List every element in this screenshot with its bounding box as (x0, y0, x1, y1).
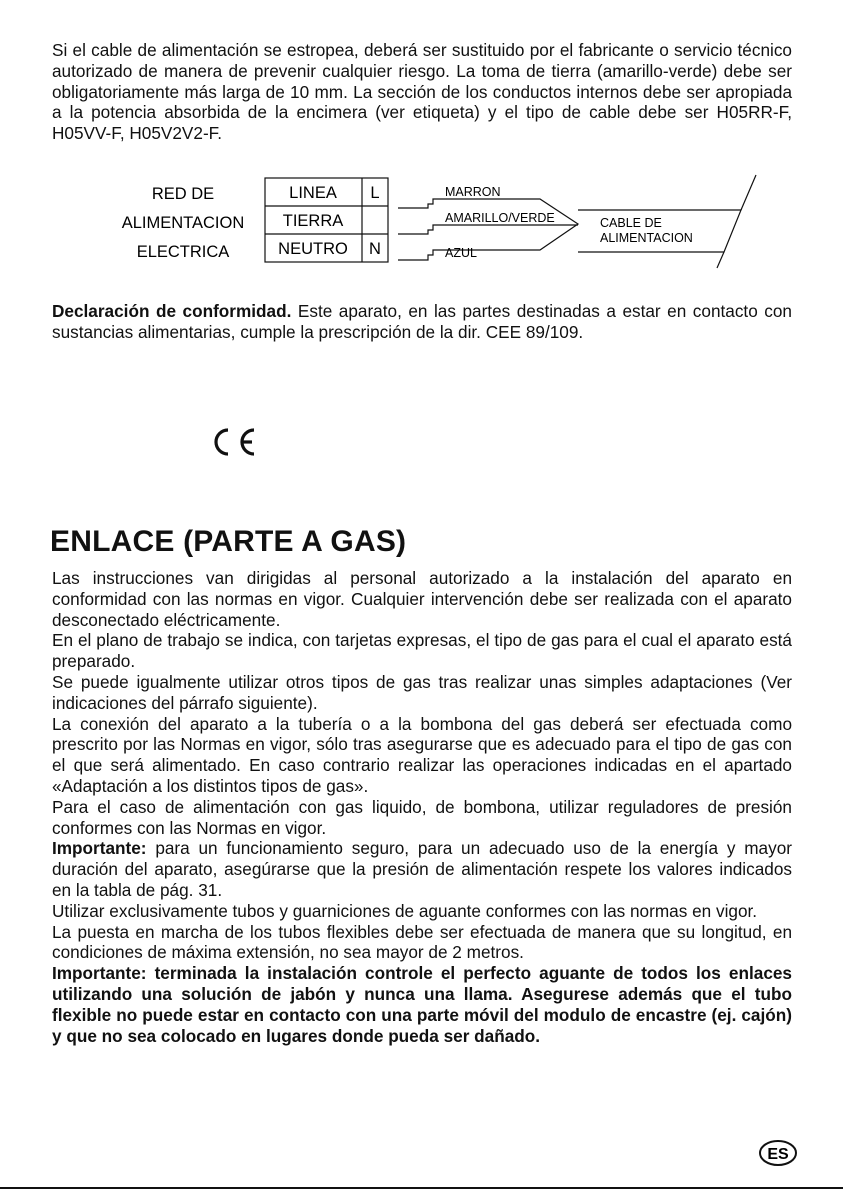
footer-rule (0, 1187, 843, 1189)
supply-label-line-1: RED DE (151, 185, 215, 203)
cable-label-line-2: ALIMENTACION (600, 231, 693, 245)
language-badge (758, 1139, 800, 1169)
gas-paragraph-8: La puesta en marcha de los tubos flexibles debe ser efectuada de manera que su longitud, en condiciones de máxima extensión, no sea mayor de 2 metros. (52, 921, 792, 963)
terminal-neutral-label: NEUTRO (278, 240, 348, 258)
gas-paragraph-2: En el plano de trabajo se indica, con tarjetas expresas, el tipo de gas para el cual el aparato está preparado. (52, 630, 792, 672)
gas-paragraph-5: Para el caso de alimentación con gas liquido, de bombona, utilizar reguladores de presión conformes con las Normas en vigor. (52, 796, 792, 838)
supply-label-line-2: ALIMENTACION (121, 214, 245, 232)
gas-connection-heading: ENLACE (PARTE A GAS) (50, 525, 407, 558)
wire-blue-label: AZUL (445, 246, 477, 260)
important-text: para un funcionamiento seguro, para un adecuado uso de la energía y mayor duración del aparato, asegúrarse que la presión de alimentación respete los valores indicados en la tabla de pág. 31. (52, 838, 792, 900)
gas-paragraph-3: Se puede igualmente utilizar otros tipos de gas tras realizar unas simples adaptaciones (Ver indicaciones del párrafo siguiente). (52, 671, 792, 713)
terminal-line-label: LINEA (289, 184, 337, 202)
terminal-line-symbol: L (370, 184, 380, 202)
wire-paths (398, 199, 578, 260)
supply-label-line-3: ELECTRICA (136, 243, 230, 261)
declaration-title: Declaración de conformidad. (52, 301, 292, 321)
declaration-text: Este aparato, en las partes destinadas a estar en contacto con sustancias alimentarias, cumple la prescripción de la dir. CEE 89/109. (52, 301, 792, 342)
wire-yellow-green-label: AMARILLO/VERDE (445, 211, 555, 225)
important-label: Importante: (52, 838, 147, 859)
cable-replacement-paragraph: Si el cable de alimentación se estropea, deberá ser sustituido por el fabricante o servicio técnico autorizado de manera de prevenir cualquier riesgo. La toma de tierra (amarillo-verde) debe ser obligatoriamente más larga de 10 mm. La sección de los conductos internos debe ser apropiada a la potencia absorbida de la encimera (ver etiqueta) y el tipo de cable debe ser H05RR-F, H05VV-F, H05V2V2-F. (52, 40, 792, 144)
wiring-diagram (100, 172, 760, 272)
gas-paragraph-4: La conexión del aparato a la tubería o a la bombona del gas deberá ser efectuada como prescrito por las Normas en vigor, sólo tras asegurarse que es adecuado para el tipo de gas con el que será alimentado. En caso contrario realizar las operaciones indicadas en el apartado «Adaptación a los distintos tipos de gas». (52, 713, 792, 796)
ce-mark-icon (208, 425, 260, 459)
conformity-declaration (52, 301, 792, 343)
language-badge-text: ES (767, 1146, 789, 1163)
gas-paragraph-1: Las instrucciones van dirigidas al personal autorizado a la instalación del aparato en conformidad con las normas en vigor. Cualquier intervención debe ser realizada con el aparato desconectado eléctricamente. (52, 568, 792, 630)
gas-paragraph-9-warning: Importante: terminada la instalación controle el perfecto aguante de todos los enlaces utilizando una solución de jabón y nunca una llama. Asegurese además que el tubo flexible no puede estar en contacto con una parte móvil del modulo de encastre (ej. cajón) y que no sea colocado en lugares donde pueda ser dañado. (52, 963, 792, 1046)
gas-paragraph-7: Utilizar exclusivamente tubos y guarniciones de aguante conformes con las normas en vigor. (52, 900, 758, 921)
terminal-earth-label: TIERRA (282, 212, 344, 230)
terminal-neutral-symbol: N (369, 240, 381, 258)
gas-paragraph-6 (52, 838, 792, 900)
wire-brown-label: MARRON (445, 185, 501, 199)
gas-connection-body (52, 568, 792, 1046)
cable-label-line-1: CABLE DE (600, 216, 662, 230)
